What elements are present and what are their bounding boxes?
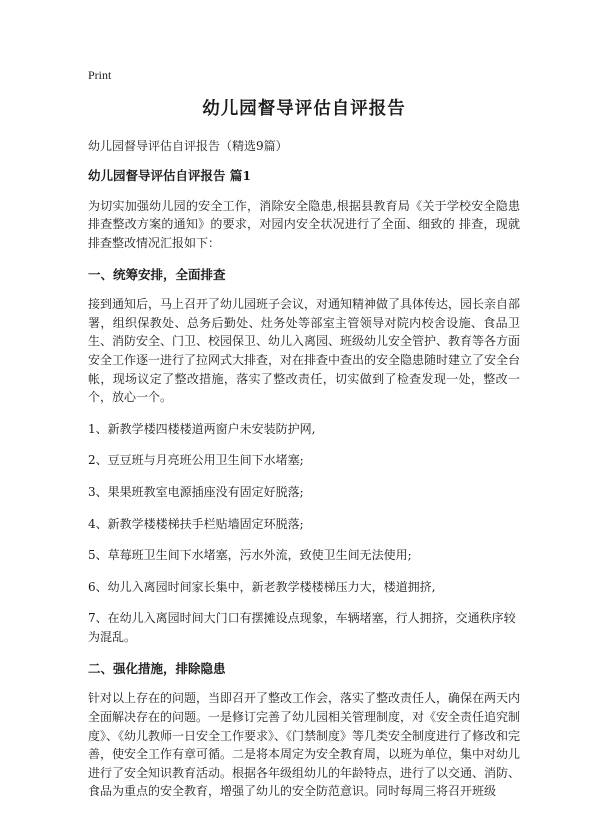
print-link[interactable]: Print: [88, 68, 112, 82]
list-item: 3、果果班教室电源插座没有固定好脱落;: [88, 485, 304, 500]
list-item: 2、豆豆班与月亮班公用卫生间下水堵塞;: [88, 453, 304, 468]
list-item: 4、新教学楼楼梯扶手栏贴墙固定环脱落;: [88, 516, 304, 531]
list-item: 6、幼儿入离园时间家长集中，新老教学楼楼梯压力大，楼道拥挤,: [88, 579, 436, 594]
intro-paragraph: 为切实加强幼儿园的安全工作，消除安全隐患,根据县教育局《关于学校安全隐患排查整改方案的通知》的要求，对园内安全状况进行了全面、细致的 排查，现就排查整改情况汇报如下：: [88, 198, 520, 250]
section-2-heading: 二、强化措施，排除隐患: [88, 660, 226, 676]
section-1-heading: 一、统筹安排，全面排查: [88, 266, 226, 282]
page-title: 幼儿园督导评估自评报告: [202, 99, 406, 119]
document-page: [88, 68, 520, 814]
list-item: 1、新教学楼四楼楼道两窗户未安装防护网,: [88, 421, 316, 436]
article-heading: 幼儿园督导评估自评报告 篇1: [88, 168, 252, 183]
section-2-paragraph: 针对以上存在的问题，当即召开了整改工作会，落实了整改责任人，确保在两天内全面解决存在的问题。一是修订完善了幼儿园相关管理制度，对《安全责任追究制度》、《幼儿教师一日安全工作要求》、《门禁制度》等几类安全制度进行了修改和完善，使安全工作有章可循。二是将本周定为安全教育周，以班为单位，集中对幼儿进行了安全知识教育活动。根据各年级组幼儿的年龄特点，进行了以交通、消防、食品为重点的安全教育，增强了幼儿的安全防范意识。同时每周三将召开班级: [88, 691, 521, 799]
section-1-paragraph: 接到通知后，马上召开了幼儿园班子会议，对通知精神做了具体传达，园长亲自部署，组织保教处、总务后勤处、灶务处等部室主管领导对院内校舍设施、食品卫生、消防安全、门卫、校园保卫、幼儿入离园、班级幼儿安全管护、教育等各方面安全工作逐一进行了拉网式大排查，对在排查中查出的安全隐患随时建立了安全台帐，现场议定了整改措施，落实了整改责任，切实做到了检查发现一处，整改一个，放心一个。: [88, 297, 521, 405]
list-item: 7、在幼儿入离园时间大门口有摆摊设点现象，车辆堵塞，行人拥挤，交通秩序较为混乱。: [88, 611, 516, 644]
document-subtitle: 幼儿园督导评估自评报告（精选9篇）: [88, 139, 288, 153]
list-item: 5、草莓班卫生间下水堵塞，污水外流，致使卫生间无法使用;: [88, 548, 412, 563]
